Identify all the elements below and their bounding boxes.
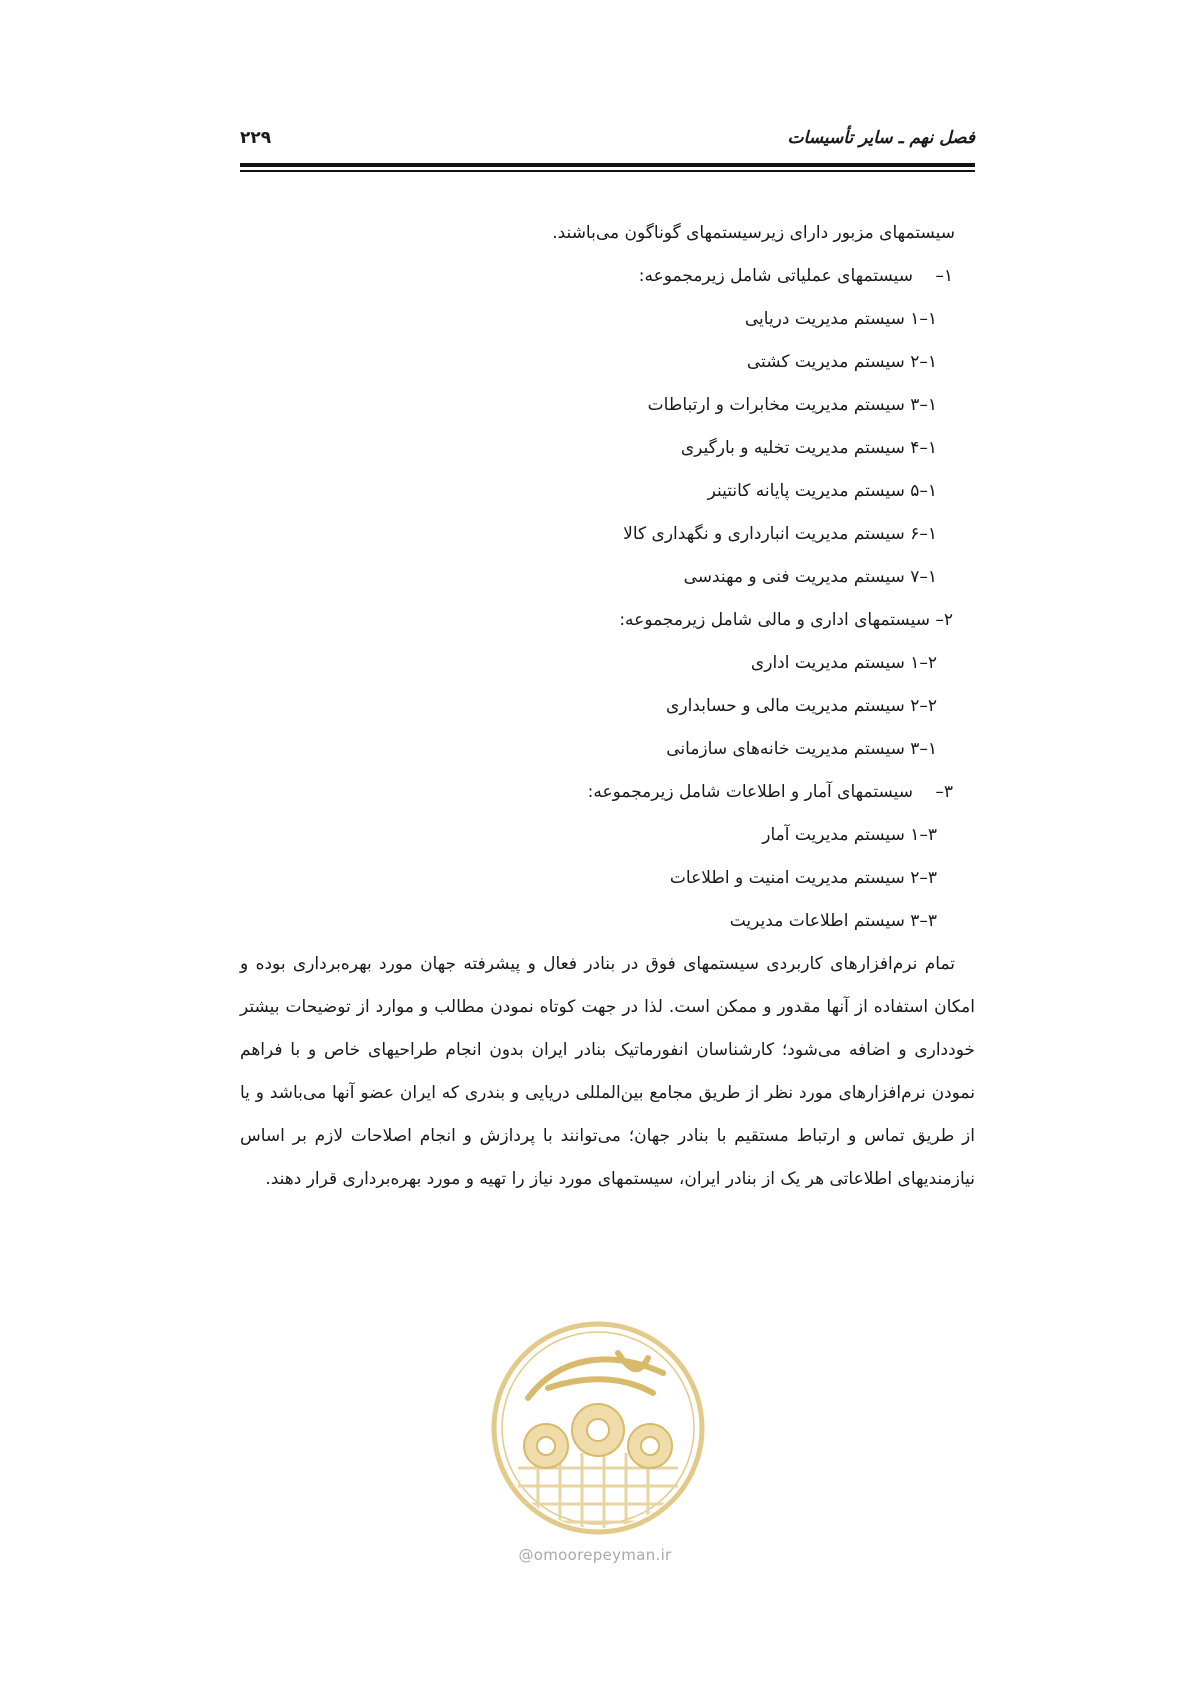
group-title: سیستمهای عملیاتی شامل زیرمجموعه: — [638, 266, 913, 286]
body-content — [240, 212, 975, 1218]
group-title: سیستمهای آمار و اطلاعات شامل زیرمجموعه: — [587, 782, 913, 802]
list-item: ۱–۱ سیستم مدیریت دریایی — [744, 309, 937, 329]
page-header — [240, 124, 975, 156]
list-item: ۱–۴ سیستم مدیریت تخلیه و بارگیری — [680, 438, 937, 458]
intro-line: سیستمهای مزبور دارای زیرسیستمهای گوناگون می‌باشند. — [552, 223, 955, 243]
group-title: سیستمهای اداری و مالی شامل زیرمجموعه: — [619, 610, 930, 630]
watermark-url: @omoorepeyman.ir — [518, 1546, 672, 1564]
group-number: ۲– — [935, 610, 953, 630]
watermark-logo — [488, 1318, 708, 1578]
list-item: ۳–۳ سیستم اطلاعات مدیریت — [729, 911, 937, 931]
page-number: ۲۲۹ — [240, 128, 272, 148]
list-item: ۱–۷ سیستم مدیریت فنی و مهندسی — [683, 567, 937, 587]
header-rule-thick — [240, 163, 975, 167]
group-heading — [240, 255, 975, 298]
list-item: ۳–۱ سیستم مدیریت آمار — [762, 825, 937, 845]
body-paragraph: تمام نرم‌افزارهای کاربردی سیستمهای فوق در بنادر فعال و پیشرفته جهان مورد بهره‌برداری بوده و امکان استفاده از آنها مقدور و ممکن است. لذا در جهت کوتاه نمودن مطالب و موارد از توضیحات بیشتر خودداری و اضافه می‌شود؛ کارشناسان انفورماتیک بنادر ایران بدون انجام طراحیهای خاص و با فراهم نمودن نرم‌افزارهای مورد نظر از طریق مجامع بین‌المللی دریایی و بندری که ایران عضو آنها می‌باشد و یا از طریق تماس و ارتباط مستقیم با بنادر جهان؛ می‌توانند با پردازش و انجام اصلاحات لازم بر اساس نیازمندیهای اطلاعاتی هر یک از بنادر ایران، سیستمهای مورد نیاز را تهیه و مورد بهره‌برداری قرار دهند. — [240, 954, 975, 1189]
list-item: ۱–۶ سیستم مدیریت انبارداری و نگهداری کالا — [623, 524, 937, 544]
group-number: ۳– — [935, 782, 953, 802]
list-item: ۱–۲ سیستم مدیریت کشتی — [746, 352, 937, 372]
logo-calligraphy-icon — [528, 1353, 663, 1398]
list-item: ۳–۲ سیستم مدیریت امنیت و اطلاعات — [669, 868, 937, 888]
list-item: ۱–۳ سیستم مدیریت خانه‌های سازمانی — [666, 739, 937, 759]
chapter-title: فصل نهم ـ سایر تأسیسات — [787, 128, 975, 148]
header-rule-thin — [240, 170, 975, 172]
logo-gear-icon — [524, 1404, 672, 1468]
list-item: ۲–۲ سیستم مدیریت مالی و حسابداری — [666, 696, 937, 716]
list-item: ۱–۳ سیستم مدیریت مخابرات و ارتباطات — [647, 395, 937, 415]
group-heading — [240, 771, 975, 814]
list-item: ۲–۱ سیستم مدیریت اداری — [750, 653, 937, 673]
list-item: ۱–۵ سیستم مدیریت پایانه کانتینر — [707, 481, 937, 501]
group-heading — [240, 599, 975, 642]
group-number: ۱– — [935, 266, 953, 286]
